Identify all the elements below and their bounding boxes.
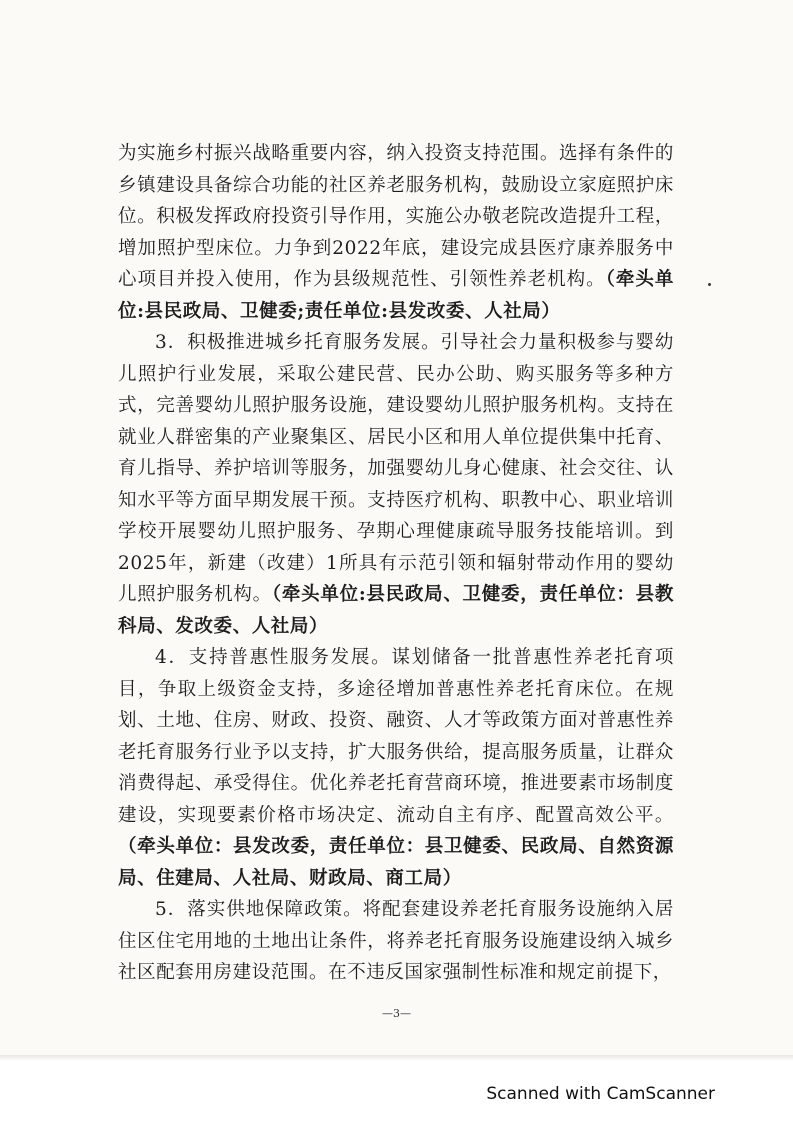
paragraph-4-text: 5．落实供地保障政策。将配套建设养老托育服务设施纳入居住区住宅用地的土地出让条件，将养老托育服务设施建设纳入城乡社区配套用房建设范围。在不违反国家强制性标准和规定前提下， bbox=[118, 899, 674, 983]
paragraph-3-responsible-units: （牵头单位：县发改委，责任单位：县卫健委、民政局、自然资源局、住建局、人社局、财政局、商工局） bbox=[118, 836, 674, 889]
page-number: —3— bbox=[382, 1007, 411, 1020]
paragraph-4 bbox=[118, 894, 674, 989]
paragraph-3-text: 4．支持普惠性服务发展。谋划储备一批普惠性养老托育项目，争取上级资金支持，多途径增加普惠性养老托育床位。在规划、土地、住房、财政、投资、融资、人才等政策方面对普惠性养老托育服务行业予以支持，扩大服务供给，提高服务质量，让群众消费得起、承受得住。优化养老托育营商环境，推进要素市场制度建设，实现要素价格市场决定、流动自主有序、配置高效公平。 bbox=[118, 647, 674, 826]
paragraph-2-responsible-units: （牵头单位:县民政局、卫健委，责任单位：县教科局、发改委、人社局） bbox=[118, 584, 675, 637]
paragraph-3 bbox=[118, 642, 674, 894]
paragraph-1 bbox=[118, 138, 674, 327]
scan-speck bbox=[708, 283, 711, 286]
paragraph-1-responsible-units: （牵头单位:县民政局、卫健委;责任单位:县发改委、人社局） bbox=[118, 269, 674, 322]
paragraph-2 bbox=[118, 327, 674, 642]
document-body bbox=[118, 138, 674, 989]
paragraph-1-text: 为实施乡村振兴战略重要内容，纳入投资支持范围。选择有条件的乡镇建设具备综合功能的社区养老服务机构，鼓励设立家庭照护床位。积极发挥政府投资引导作用，实施公办敬老院改造提升工程，增加照护型床位。力争到2022年底，建设完成县医疗康养服务中心项目并投入使用，作为县级规范性、引领性养老机构。 bbox=[118, 143, 674, 290]
page-edge-shadow bbox=[0, 1055, 793, 1061]
camscanner-watermark: Scanned with CamScanner bbox=[486, 1084, 715, 1104]
paragraph-2-text: 3．积极推进城乡托育服务发展。引导社会力量积极参与婴幼儿照护行业发展，采取公建民营、民办公助、购买服务等多种方式，完善婴幼儿照护服务设施，建设婴幼儿照护服务机构。支持在就业人群密集的产业聚集区、居民小区和用人单位提供集中托育、育儿指导、养护培训等服务，加强婴幼儿身心健康、社会交往、认知水平等方面早期发展干预。支持医疗机构、职教中心、职业培训学校开展婴幼儿照护服务、孕期心理健康疏导服务技能培训。到2025年，新建（改建）1所具有示范引领和辐射带动作用的婴幼儿照护服务机构。 bbox=[118, 332, 674, 605]
